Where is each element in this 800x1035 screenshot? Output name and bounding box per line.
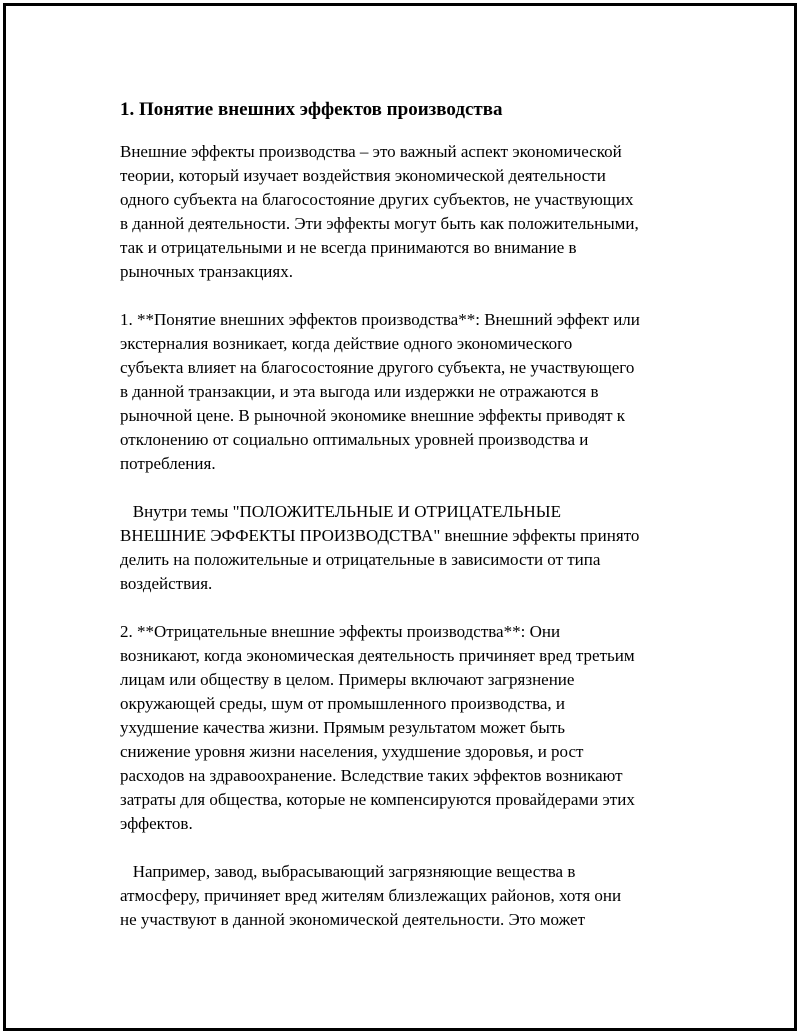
- text-line: Внутри темы "ПОЛОЖИТЕЛЬНЫЕ И ОТРИЦАТЕЛЬНЫЕ: [120, 502, 561, 521]
- text-line: потребления.: [120, 454, 216, 473]
- paragraph-topic: [120, 500, 700, 596]
- text-line: в данной транзакции, и эта выгода или издержки не отражаются в: [120, 382, 599, 401]
- text-line: окружающей среды, шум от промышленного производства, и: [120, 694, 566, 713]
- text-line: затраты для общества, которые не компенсируются провайдерами этих: [120, 790, 635, 809]
- text-line: делить на положительные и отрицательные в зависимости от типа: [120, 550, 601, 569]
- text-line: в данной деятельности. Эти эффекты могут быть как положительными,: [120, 214, 639, 233]
- text-line: ухудшение качества жизни. Прямым результатом может быть: [120, 718, 565, 737]
- text-line: возникают, когда экономическая деятельность причиняет вред третьим: [120, 646, 635, 665]
- text-line: снижение уровня жизни населения, ухудшение здоровья, и рост: [120, 742, 584, 761]
- text-line: не участвуют в данной экономической деятельности. Это может: [120, 910, 586, 929]
- text-line: так и отрицательными и не всегда принимаются во внимание в: [120, 238, 577, 257]
- section-heading: 1. Понятие внешних эффектов производства: [120, 99, 503, 120]
- paragraph-intro: [120, 140, 700, 284]
- paragraph-negative: [120, 620, 700, 836]
- text-line: теории, который изучает воздействия экономической деятельности: [120, 166, 606, 185]
- text-line: атмосферу, причиняет вред жителям близлежащих районов, хотя они: [120, 886, 622, 905]
- text-line: Внешние эффекты производства – это важный аспект экономической: [120, 142, 622, 161]
- paragraph-concept: [120, 308, 700, 476]
- text-line: экстерналия возникает, когда действие одного экономического: [120, 334, 573, 353]
- text-line: воздействия.: [120, 574, 213, 593]
- text-line: одного субъекта на благосостояние других субъектов, не участвующих: [120, 190, 634, 209]
- text-line: 2. **Отрицательные внешние эффекты производства**: Они: [120, 622, 561, 641]
- text-line: 1. **Понятие внешних эффектов производства**: Внешний эффект или: [120, 310, 640, 329]
- text-line: ВНЕШНИЕ ЭФФЕКТЫ ПРОИЗВОДСТВА" внешние эффекты принято: [120, 526, 640, 545]
- paragraph-example: [120, 860, 700, 932]
- text-line: Например, завод, выбрасывающий загрязняющие вещества в: [120, 862, 576, 881]
- text-line: расходов на здравоохранение. Вследствие таких эффектов возникают: [120, 766, 623, 785]
- text-line: рыночной цене. В рыночной экономике внешние эффекты приводят к: [120, 406, 626, 425]
- text-line: эффектов.: [120, 814, 193, 833]
- page-frame: [3, 3, 797, 1031]
- text-line: субъекта влияет на благосостояние другого субъекта, не участвующего: [120, 358, 635, 377]
- text-line: лицам или обществу в целом. Примеры включают загрязнение: [120, 670, 575, 689]
- text-line: рыночных транзакциях.: [120, 262, 293, 281]
- document-body: [120, 98, 700, 956]
- text-line: отклонению от социально оптимальных уровней производства и: [120, 430, 589, 449]
